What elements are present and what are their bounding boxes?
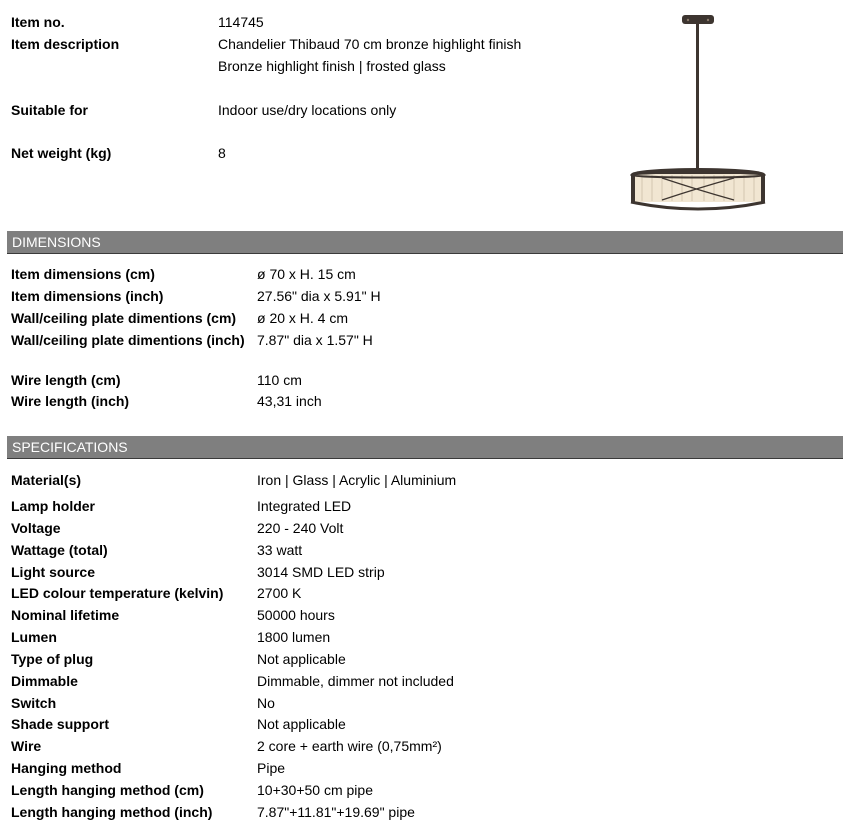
row-value: Iron | Glass | Acrylic | Aluminium (257, 472, 457, 488)
row-label: Dimmable (11, 673, 78, 689)
row-label: Type of plug (11, 651, 94, 667)
table-row (0, 758, 843, 778)
row-label: Length hanging method (inch) (11, 804, 213, 820)
hanging-pipe (696, 24, 699, 176)
table-row (0, 470, 843, 490)
net-weight-label: Net weight (kg) (11, 145, 112, 161)
row-value: ø 20 x H. 4 cm (257, 310, 349, 326)
item-description-label: Item description (11, 36, 120, 52)
row-label: Nominal lifetime (11, 607, 120, 623)
table-row (0, 714, 843, 734)
row-label: Hanging method (11, 760, 122, 776)
item-description-line1: Chandelier Thibaud 70 cm bronze highlight finish (218, 36, 522, 52)
shade-frame-right (761, 174, 765, 202)
row-value: 10+30+50 cm pipe (257, 782, 373, 798)
suitable-for-label: Suitable for (11, 102, 89, 118)
table-row (0, 583, 843, 603)
table-row (0, 540, 843, 560)
row-label: LED colour temperature (kelvin) (11, 585, 224, 601)
row-value: 50000 hours (257, 607, 335, 623)
row-label: Length hanging method (cm) (11, 782, 204, 798)
row-value: 2700 K (257, 585, 302, 601)
table-row (0, 562, 843, 582)
item-no-value: 114745 (218, 14, 264, 30)
table-row (0, 330, 843, 370)
row-label: Wattage (total) (11, 542, 108, 558)
row-value: 1800 lumen (257, 629, 331, 645)
dimensions-header (7, 231, 843, 254)
row-label: Material(s) (11, 472, 82, 488)
shade-bottom-rim (631, 202, 765, 209)
table-row (0, 671, 843, 691)
row-label: Light source (11, 564, 96, 580)
row-label: Wire length (inch) (11, 393, 130, 409)
table-row (0, 370, 843, 390)
table-row (0, 264, 843, 284)
table-row (0, 286, 843, 306)
row-value: 7.87" dia x 1.57" H (257, 332, 373, 348)
suitable-for-value: Indoor use/dry locations only (218, 102, 397, 118)
row-value: 27.56" dia x 5.91" H (257, 288, 381, 304)
table-row (0, 605, 843, 625)
specifications-title: SPECIFICATIONS (12, 439, 128, 455)
item-description-line2: Bronze highlight finish | frosted glass (218, 58, 446, 74)
ceiling-plate (682, 15, 714, 24)
specifications-header (7, 436, 843, 459)
table-row (0, 736, 843, 756)
row-label: Item dimensions (cm) (11, 266, 155, 282)
row-value: 110 cm (257, 372, 302, 388)
row-value: 33 watt (257, 542, 303, 558)
row-label: Wire length (cm) (11, 372, 121, 388)
row-label: Wall/ceiling plate dimentions (inch) (11, 332, 245, 348)
row-value: Dimmable, dimmer not included (257, 673, 454, 689)
table-row (0, 496, 843, 516)
row-value: Not applicable (257, 651, 346, 667)
row-label: Switch (11, 695, 57, 711)
dimensions-title: DIMENSIONS (12, 234, 101, 250)
row-value: No (257, 695, 275, 711)
row-value: ø 70 x H. 15 cm (257, 266, 356, 282)
net-weight-value: 8 (218, 145, 226, 161)
row-value: Integrated LED (257, 498, 352, 514)
table-row (0, 627, 843, 647)
table-row (0, 518, 843, 538)
table-row (0, 649, 843, 669)
table-row (0, 802, 843, 822)
table-row (0, 391, 843, 411)
row-label: Item dimensions (inch) (11, 288, 164, 304)
shade-frame-left (631, 174, 635, 202)
row-label: Wall/ceiling plate dimentions (cm) (11, 310, 237, 326)
row-value: 3014 SMD LED strip (257, 564, 385, 580)
row-value: 7.87"+11.81"+19.69" pipe (257, 804, 415, 820)
row-value: 2 core + earth wire (0,75mm²) (257, 738, 442, 754)
row-value: Not applicable (257, 716, 346, 732)
row-label: Wire (11, 738, 42, 754)
item-no-label: Item no. (11, 14, 65, 30)
row-label: Shade support (11, 716, 110, 732)
row-label: Lumen (11, 629, 57, 645)
row-label: Voltage (11, 520, 61, 536)
row-value: 43,31 inch (257, 393, 322, 409)
row-value: 220 - 240 Volt (257, 520, 344, 536)
table-row (0, 780, 843, 800)
row-label: Lamp holder (11, 498, 96, 514)
row-value: Pipe (257, 760, 286, 776)
table-row (0, 308, 843, 328)
chandelier-icon (622, 10, 772, 215)
table-row (0, 693, 843, 713)
